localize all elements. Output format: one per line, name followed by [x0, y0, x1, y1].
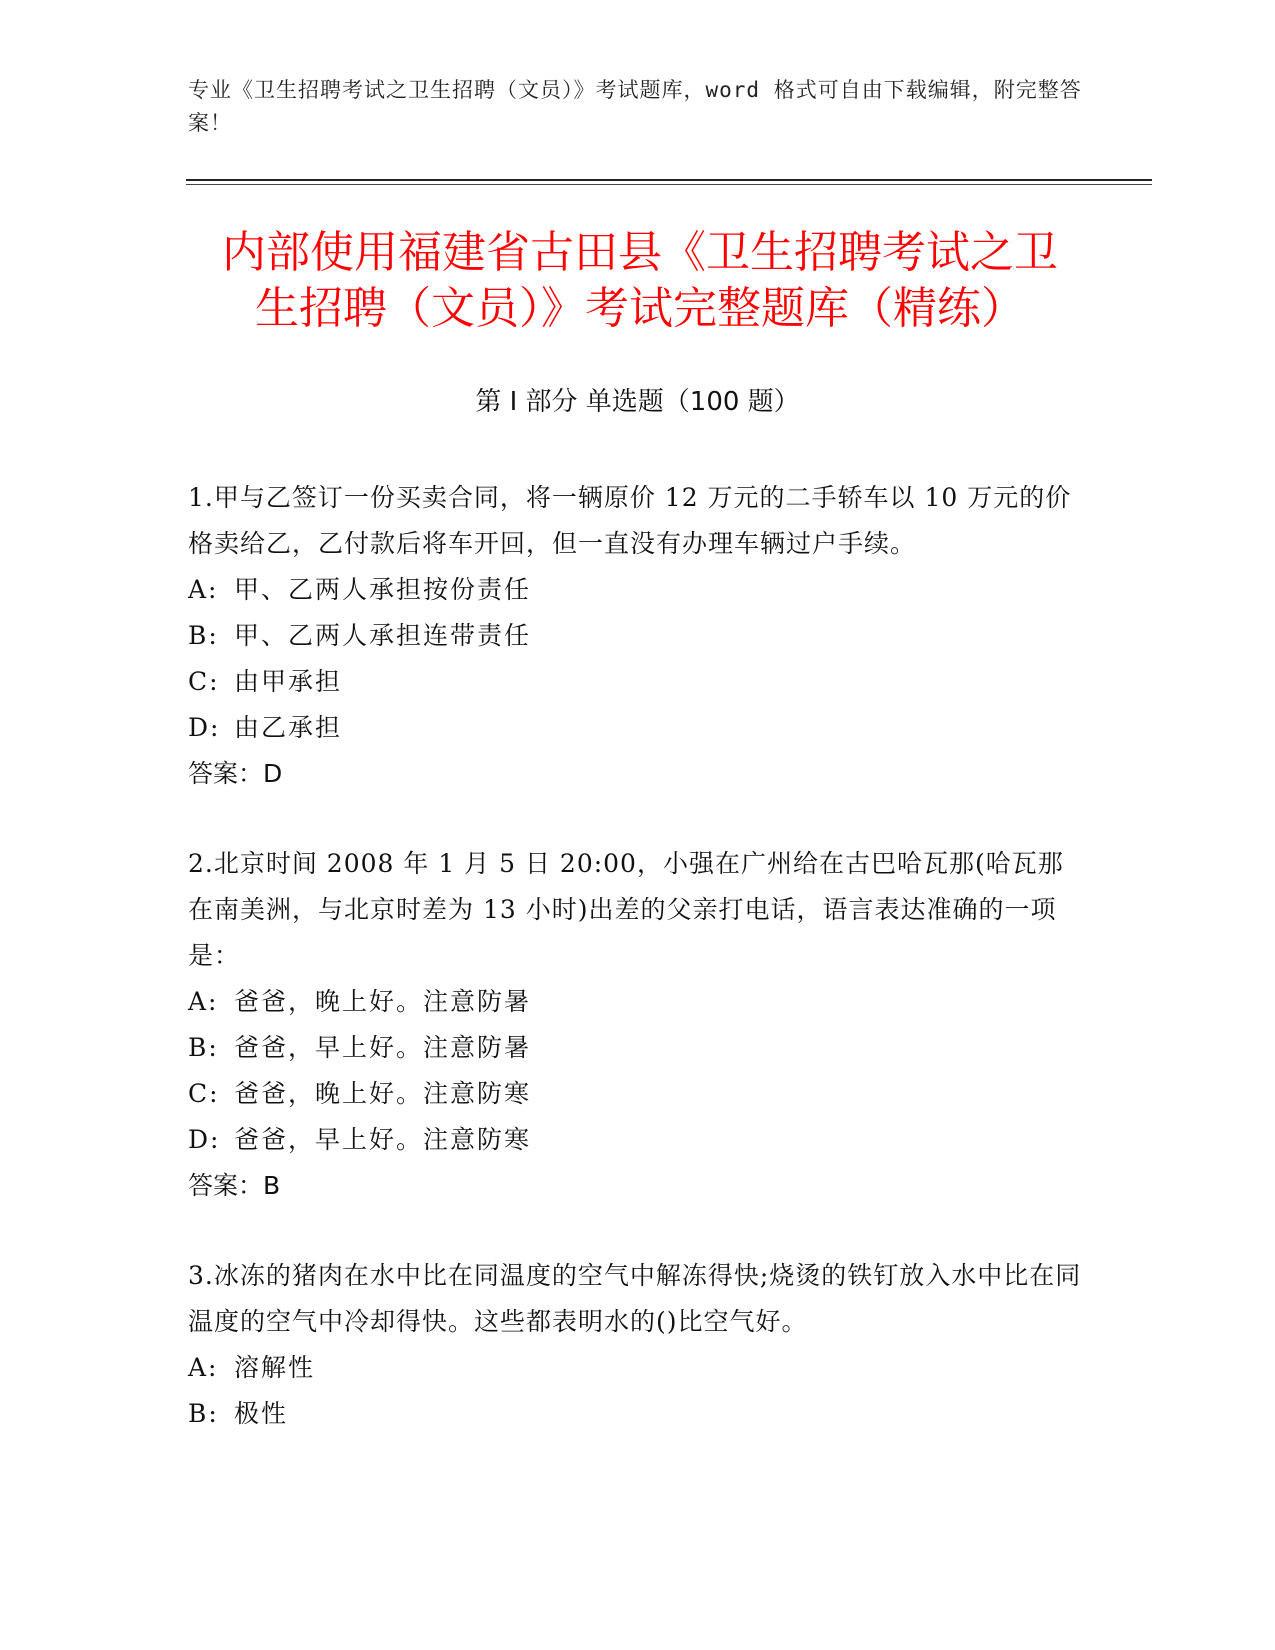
option-d: [188, 1117, 1088, 1163]
option-text: 甲、乙两人承担按份责任: [234, 575, 532, 604]
option-a: [188, 979, 1088, 1025]
option-key: A:: [188, 987, 219, 1016]
answer-line: 答案：D: [188, 759, 283, 788]
option-text: 爸爸，早上好。注意防寒: [234, 1125, 532, 1154]
option-text: 极性: [234, 1399, 289, 1428]
option-b: [188, 1391, 1088, 1437]
section-title: 第 I 部分 单选题（100 题）: [475, 387, 800, 417]
question-list: [188, 475, 1088, 1481]
option-text: 爸爸，晚上好。注意防寒: [234, 1079, 532, 1108]
question-stem: 1.甲与乙签订一份买卖合同，将一辆原价 12 万元的二手轿车以 10 万元的价格卖给乙，乙付款后将车开回，但一直没有办理车辆过户手续。: [188, 483, 1072, 558]
option-text: 甲、乙两人承担连带责任: [234, 621, 532, 650]
option-c: [188, 659, 1088, 705]
question-1: [188, 475, 1088, 797]
option-text: 溶解性: [234, 1353, 316, 1382]
option-d: [188, 705, 1088, 751]
document-title: [180, 225, 1100, 337]
option-text: 爸爸，早上好。注意防暑: [234, 1033, 532, 1062]
document-title-line-1: 内部使用福建省古田县《卫生招聘考试之卫: [222, 227, 1058, 278]
option-text: 爸爸，晚上好。注意防暑: [234, 987, 532, 1016]
header-divider-thin: [186, 184, 1152, 185]
question-2: [188, 841, 1088, 1209]
option-key: B:: [188, 1033, 219, 1062]
option-text: 由甲承担: [234, 667, 343, 696]
option-key: A:: [188, 1353, 219, 1382]
option-key: C:: [188, 667, 220, 696]
option-key: B:: [188, 621, 219, 650]
option-c: [188, 1071, 1088, 1117]
option-key: B:: [188, 1399, 219, 1428]
option-key: D:: [188, 713, 221, 742]
option-text: 由乙承担: [234, 713, 343, 742]
question-stem: 3.冰冻的猪肉在水中比在同温度的空气中解冻得快;烧烫的铁钉放入水中比在同温度的空气中冷却得快。这些都表明水的()比空气好。: [188, 1261, 1082, 1336]
option-a: [188, 1345, 1088, 1391]
option-b: [188, 613, 1088, 659]
option-a: [188, 567, 1088, 613]
answer-line: 答案：B: [188, 1171, 281, 1200]
question-stem: 2.北京时间 2008 年 1 月 5 日 20:00，小强在广州给在古巴哈瓦那(哈瓦那在南美洲，与北京时差为 13 小时)出差的父亲打电话，语言表达准确的一项是：: [188, 849, 1064, 970]
option-key: A:: [188, 575, 219, 604]
header-note: 专业《卫生招聘考试之卫生招聘（文员）》考试题库，word 格式可自由下载编辑，附完整答案！: [188, 78, 1082, 135]
document-title-line-2: 生招聘（文员）》考试完整题库（精练）: [255, 283, 1025, 334]
option-b: [188, 1025, 1088, 1071]
option-key: C:: [188, 1079, 220, 1108]
header-divider-thick: [186, 179, 1152, 181]
question-3: [188, 1253, 1088, 1437]
option-key: D:: [188, 1125, 221, 1154]
